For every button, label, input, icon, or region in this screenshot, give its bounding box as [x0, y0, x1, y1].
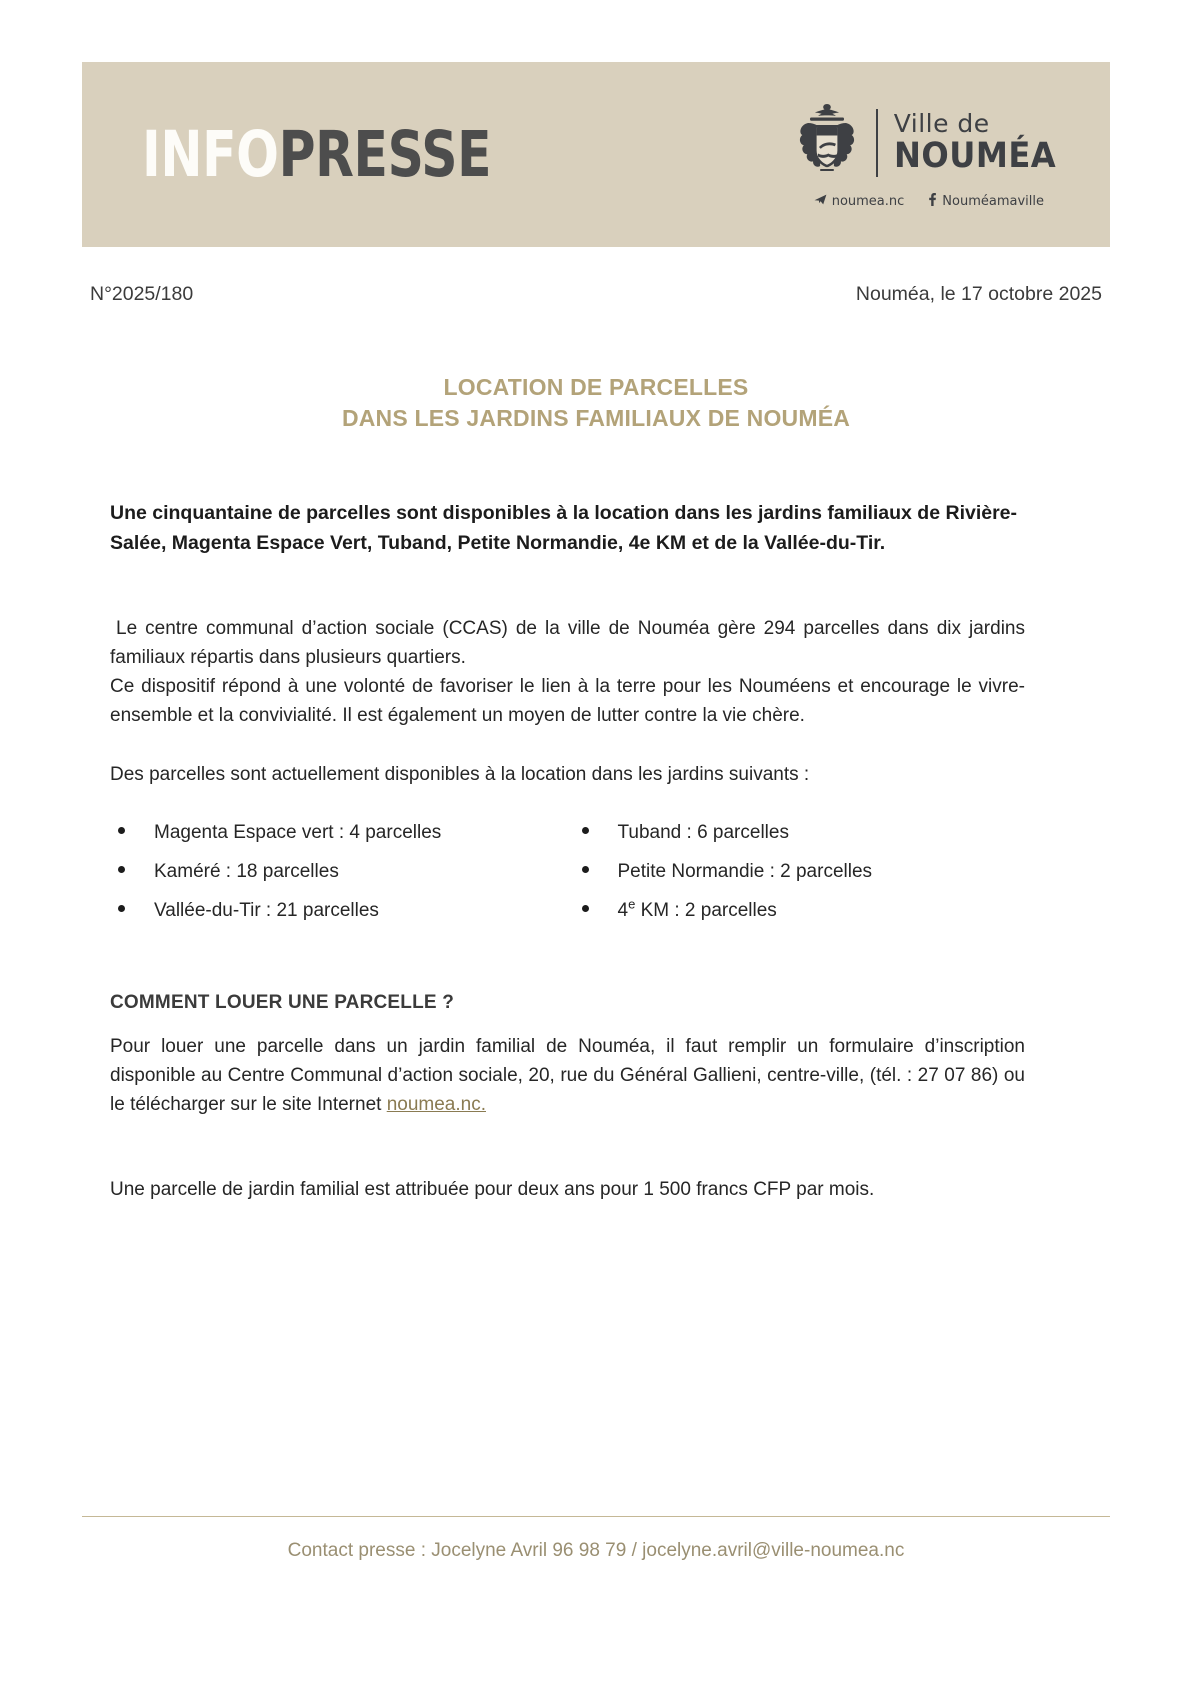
paragraph-how-to-rent: [110, 1032, 1025, 1119]
section-heading-how-to-rent: COMMENT LOUER UNE PARCELLE ?: [110, 992, 455, 1013]
parcel-list-right: [582, 819, 1026, 925]
ville-de-noumea-logo: [788, 100, 1070, 210]
facebook-label: Nouméamaville: [942, 193, 1044, 209]
noumea-nc-link[interactable]: noumea.nc.: [386, 1094, 486, 1115]
parcel-lists: [110, 819, 1025, 936]
document-title: [90, 372, 1102, 434]
paragraph-available: Des parcelles sont actuellement disponibles à la location dans les jardins suivants :: [110, 764, 810, 785]
bullet-icon: [118, 827, 125, 834]
facebook-icon: [928, 193, 937, 210]
coat-of-arms-icon: [788, 100, 866, 186]
parcel-list-left-column: [110, 819, 568, 936]
facebook-item: [928, 193, 1044, 210]
spacer: [110, 789, 1025, 819]
list-item: [582, 858, 1026, 886]
info-presse-wordmark: [142, 118, 492, 191]
paper-plane-icon: [814, 194, 827, 209]
list-item: [582, 897, 1026, 925]
website-item: [814, 194, 905, 209]
logo-main-row: [788, 100, 1070, 186]
how-to-text: Pour louer une parcelle dans un jardin familial de Nouméa, il faut remplir un formulaire d’inscription disponible au Centre Communal d’action sociale, 20, rue du Général Gallieni, centre-ville, (tél. : 27 07 86) ou le télécharger sur le site Internet: [110, 1036, 1025, 1115]
km-ordinal: e: [628, 896, 636, 912]
bullet-icon: [118, 905, 125, 912]
spacer: [110, 558, 1025, 614]
parcel-list-left: [118, 819, 568, 925]
reference-number: N°2025/180: [90, 283, 194, 305]
list-item: [118, 858, 568, 886]
reference-row: [90, 283, 1102, 306]
spacer: [110, 1119, 1025, 1175]
bullet-icon: [582, 866, 589, 873]
list-item-label: Tuband : 6 parcelles: [617, 822, 789, 843]
bullet-icon: [582, 905, 589, 912]
list-item: [118, 897, 568, 925]
bullet-icon: [118, 866, 125, 873]
bullet-icon: [582, 827, 589, 834]
document-body: [110, 498, 1025, 1204]
list-item: [582, 819, 1026, 847]
logo-divider: [876, 109, 878, 177]
paragraph-dispositif: Ce dispositif répond à une volonté de favoriser le lien à la terre pour les Nouméens et encourage le vivre-ensemble et la convivialité. Il est également un moyen de lutter contre la vie chère.: [110, 676, 1025, 726]
website-label: noumea.nc: [831, 193, 905, 209]
logo-wordmark: [894, 111, 1070, 174]
list-item-label: Vallée-du-Tir : 21 parcelles: [154, 900, 379, 921]
paragraph-ccas: Le centre communal d’action sociale (CCAS) de la ville de Nouméa gère 294 parcelles dans dix jardins familiaux répartis dans plusieurs quartiers.: [110, 618, 1025, 668]
logo-social-row: [814, 193, 1044, 210]
list-item-label: Magenta Espace vert : 4 parcelles: [154, 822, 442, 843]
km-prefix: 4: [617, 900, 629, 921]
spacer: [110, 936, 1025, 992]
list-item-label: [618, 897, 777, 925]
title-line-2: DANS LES JARDINS FAMILIAUX DE NOUMÉA: [341, 405, 851, 431]
logo-ville-label: Ville de: [893, 109, 990, 138]
footer-divider: [82, 1516, 1110, 1517]
footer-contact: Contact presse : Jocelyne Avril 96 98 79 / jocelyne.avril@ville-noumea.nc: [287, 1540, 905, 1561]
spacer: [110, 1014, 1025, 1032]
list-item-label: Petite Normandie : 2 parcelles: [617, 861, 873, 882]
lead-paragraph: Une cinquantaine de parcelles sont disponibles à la location dans les jardins familiaux de Rivière-Salée, Magenta Espace Vert, Tuband, Petite Normandie, 4e KM et de la Vallée-du-Tir.: [110, 502, 1018, 554]
km-suffix: KM : 2 parcelles: [635, 900, 777, 921]
logo-city-name: NOUMÉA: [893, 136, 1056, 176]
parcel-list-right-column: [568, 819, 1026, 936]
wordmark-presse: PRESSE: [278, 118, 492, 191]
list-item: [118, 819, 568, 847]
list-item-label: Kaméré : 18 parcelles: [154, 861, 339, 882]
title-line-1: LOCATION DE PARCELLES: [443, 374, 749, 400]
place-and-date: Nouméa, le 17 octobre 2025: [855, 283, 1102, 305]
wordmark-info: INFO: [142, 118, 279, 191]
header-banner: [82, 62, 1110, 247]
paragraph-closing: Une parcelle de jardin familial est attribuée pour deux ans pour 1 500 francs CFP par mois.: [110, 1179, 875, 1200]
spacer: [110, 730, 1025, 760]
